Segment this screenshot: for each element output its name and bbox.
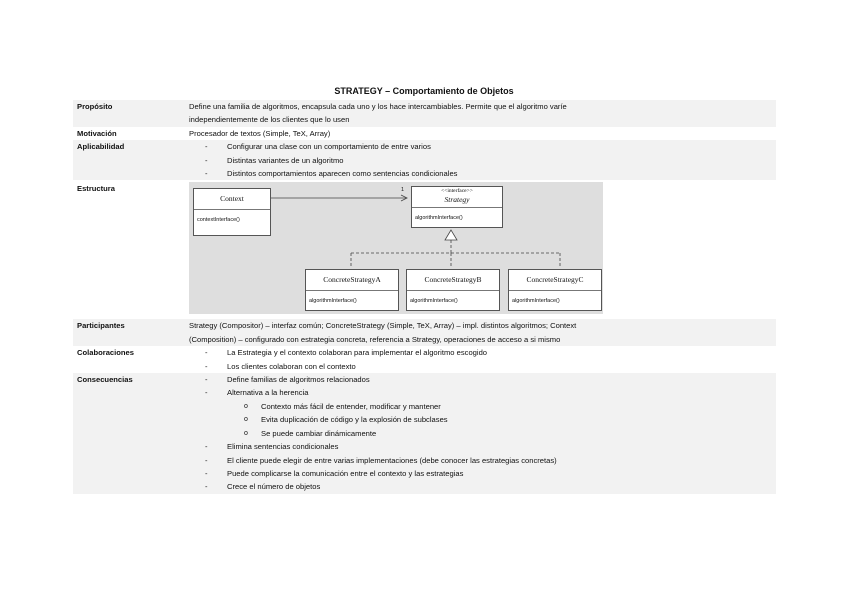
label-consecuencias: Consecuencias	[77, 375, 133, 385]
pattern-table	[73, 100, 776, 494]
list-item: - Crece el número de objetos	[189, 480, 776, 493]
uml-class-diagram	[189, 182, 603, 314]
content-colaboraciones	[189, 346, 776, 373]
content-proposito	[189, 100, 776, 127]
list-item: - Puede complicarse la comunicación entre el contexto y las estrategias	[189, 467, 776, 480]
participantes-line-2: (Composition) – configurado con estrategia concreta, referencia a Strategy, operaciones de acceso a si mismo	[189, 334, 561, 344]
concrete-strategy-c-name: ConcreteStrategyC	[509, 270, 601, 291]
label-estructura: Estructura	[77, 184, 115, 194]
row-aplicabilidad	[73, 140, 776, 180]
list-item: - El cliente puede elegir de entre varias implementaciones (debe conocer las estrategias concretas)	[189, 454, 776, 467]
row-participantes	[73, 319, 776, 346]
strategy-name: Strategy	[444, 195, 470, 205]
row-consecuencias	[73, 373, 776, 494]
strategy-interface	[411, 186, 503, 228]
content-motivacion: Procesador de textos (Simple, TeX, Array)	[189, 128, 331, 138]
content-aplicabilidad	[189, 140, 776, 180]
label-proposito: Propósito	[77, 102, 113, 111]
list-item: - Distintos comportamientos aparecen como sentencias condicionales	[189, 167, 776, 180]
label-participantes: Participantes	[77, 321, 125, 331]
concrete-strategy-b-class	[406, 269, 500, 311]
document-title: STRATEGY – Comportamiento de Objetos	[334, 86, 514, 96]
list-item: - Alternativa a la herencia	[189, 386, 776, 399]
list-item: - Distintas variantes de un algoritmo	[189, 154, 776, 167]
strategy-stereotype: <<interface>>	[441, 188, 473, 195]
strategy-header	[412, 187, 502, 208]
label-aplicabilidad: Aplicabilidad	[77, 142, 125, 152]
list-item: - Configurar una clase con un comportamiento de entre varios	[189, 140, 776, 153]
concrete-strategy-a-operation: algorithmInterface()	[309, 298, 357, 305]
row-estructura	[73, 182, 776, 319]
proposito-line-1: Define una familia de algoritmos, encapsula cada uno y los hace intercambiables. Permite que el algoritmo varíe	[189, 102, 567, 111]
list-item: - Elimina sentencias condicionales	[189, 440, 776, 453]
multiplicity-label: 1	[401, 187, 405, 194]
concrete-strategy-b-name: ConcreteStrategyB	[407, 270, 499, 291]
context-operation: contextInterface()	[197, 217, 240, 224]
list-item: - Los clientes colaboran con el contexto	[189, 360, 776, 373]
sub-list-item: o Contexto más fácil de entender, modificar y mantener	[189, 400, 776, 413]
list-item: - Define familias de algoritmos relacionados	[189, 373, 776, 386]
sub-list-item: o Se puede cambiar dinámicamente	[189, 427, 776, 440]
list-item: - La Estrategia y el contexto colaboran para implementar el algoritmo escogido	[189, 346, 776, 359]
row-proposito	[73, 100, 776, 127]
sub-list-item: o Evita duplicación de código y la explosión de subclases	[189, 413, 776, 426]
label-colaboraciones: Colaboraciones	[77, 348, 134, 358]
concrete-strategy-c-class	[508, 269, 602, 311]
concrete-strategy-b-operation: algorithmInterface()	[410, 298, 458, 305]
participantes-line-1: Strategy (Compositor) – interfaz común; ConcreteStrategy (Simple, TeX, Array) – impl. distintos algoritmos; Context	[189, 321, 577, 331]
concrete-strategy-c-operation: algorithmInterface()	[512, 298, 560, 305]
content-consecuencias	[189, 373, 776, 494]
row-colaboraciones	[73, 346, 776, 373]
concrete-strategy-a-name: ConcreteStrategyA	[306, 270, 398, 291]
label-motivacion: Motivación	[77, 128, 117, 138]
row-motivacion	[73, 127, 776, 140]
content-estructura	[189, 182, 776, 314]
strategy-operation: algorithmInterface()	[415, 215, 463, 222]
context-class-name: Context	[194, 189, 270, 210]
content-participantes	[189, 319, 776, 346]
concrete-strategy-a-class	[305, 269, 399, 311]
proposito-line-2: independientemente de los clientes que lo usen	[189, 115, 350, 125]
context-class	[193, 188, 271, 236]
